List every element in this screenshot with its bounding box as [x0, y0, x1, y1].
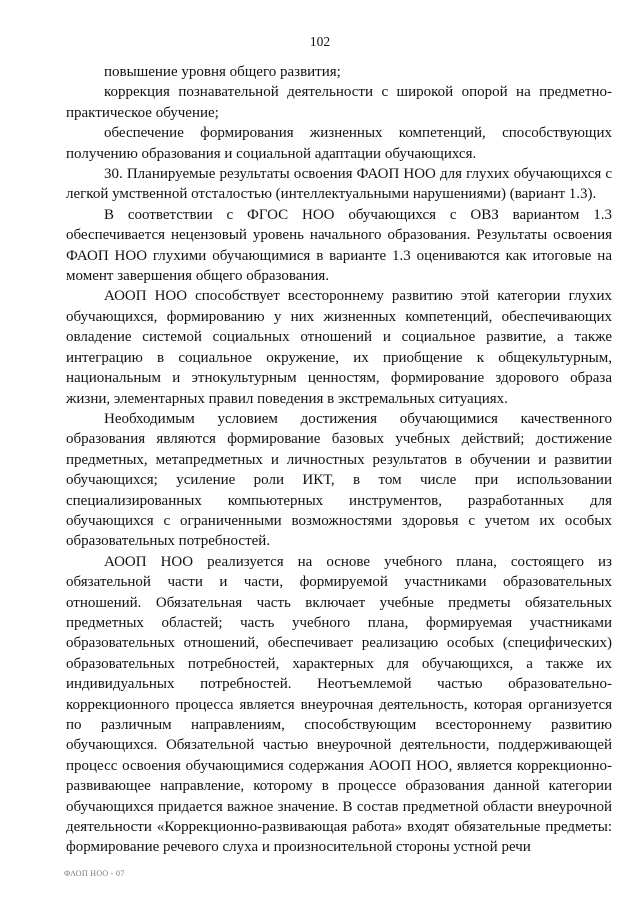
page-footer: ФАОП НОО - 07 [64, 869, 125, 878]
paragraph-cognitive-correction: коррекция познавательной деятельности с широкой опорой на предметно-практическое обучение; [66, 84, 612, 121]
paragraph-fgos-compliance: В соответствии с ФГОС НОО обучающихся с ОВЗ вариантом 1.3 обеспечивается нецензовый уровень начального образования. Результаты освоения ФАОП НОО глухими обучающимися в варианте 1.3 оцениваются как итоговые на момент завершения общего образования. [66, 206, 612, 285]
paragraph-education-conditions: Необходимым условием достижения обучающимися качественного образования являются формирование базовых учебных действий; достижение предметных, метапредметных и личностных результатов в обучении и развитии обучающихся; усиление роли ИКТ, в том числе при использовании специализированных компьютерных инструментов, разработанных для обучающихся с ограниченными возможностями здоровья с учетом их особых образовательных потребностей. [66, 410, 612, 550]
page-number: 102 [309, 34, 331, 49]
document-body [66, 62, 612, 858]
paragraph-general-development: повышение уровня общего развития; [104, 64, 341, 80]
paragraph-curriculum: АООП НОО реализуется на основе учебного плана, состоящего из обязательной части и части, формируемой участниками образовательных отношений. Обязательная часть включает учебные предметы обязательных предметных областей; часть учебного плана, формируемая участниками образовательных отношений, обеспечивает реализацию особых (специфических) образовательных потребностей, характерных для обучающихся, а также их индивидуальных потребностей. Неотъемлемой частью образовательно-коррекционного процесса является внеурочная деятельность, которая организуется по различным направлениям, способствующим всестороннему развитию обучающихся. Обязательной частью внеурочной деятельности, поддерживающей процесс освоения обучающимися содержания АООП НОО, является коррекционно-развивающее направление, которому в процессе образования данной категории обучающихся придается важное значение. В состав предметной области внеурочной деятельности «Коррекционно-развивающая работа» входят обязательные предметы: формирование речевого слуха и произносительной стороны устной речи [66, 553, 612, 856]
paragraph-life-competencies: обеспечение формирования жизненных компетенций, способствующих получению образования и социальной адаптации обучающихся. [66, 125, 612, 162]
paragraph-aoop-development: АООП НОО способствует всестороннему развитию этой категории глухих обучающихся, формированию у них жизненных компетенций, обеспечивающих овладение системой социальных отношений и социальное развитие, а также интеграцию в социальное окружение, их приобщение к общекультурным, национальным и этнокультурным ценностям, формирование здорового образа жизни, элементарных правил поведения в экстремальных ситуациях. [66, 288, 612, 407]
paragraph-section-30: 30. Планируемые результаты освоения ФАОП НОО для глухих обучающихся с легкой умственной отсталостью (интеллектуальными нарушениями) (вариант 1.3). [66, 166, 612, 203]
